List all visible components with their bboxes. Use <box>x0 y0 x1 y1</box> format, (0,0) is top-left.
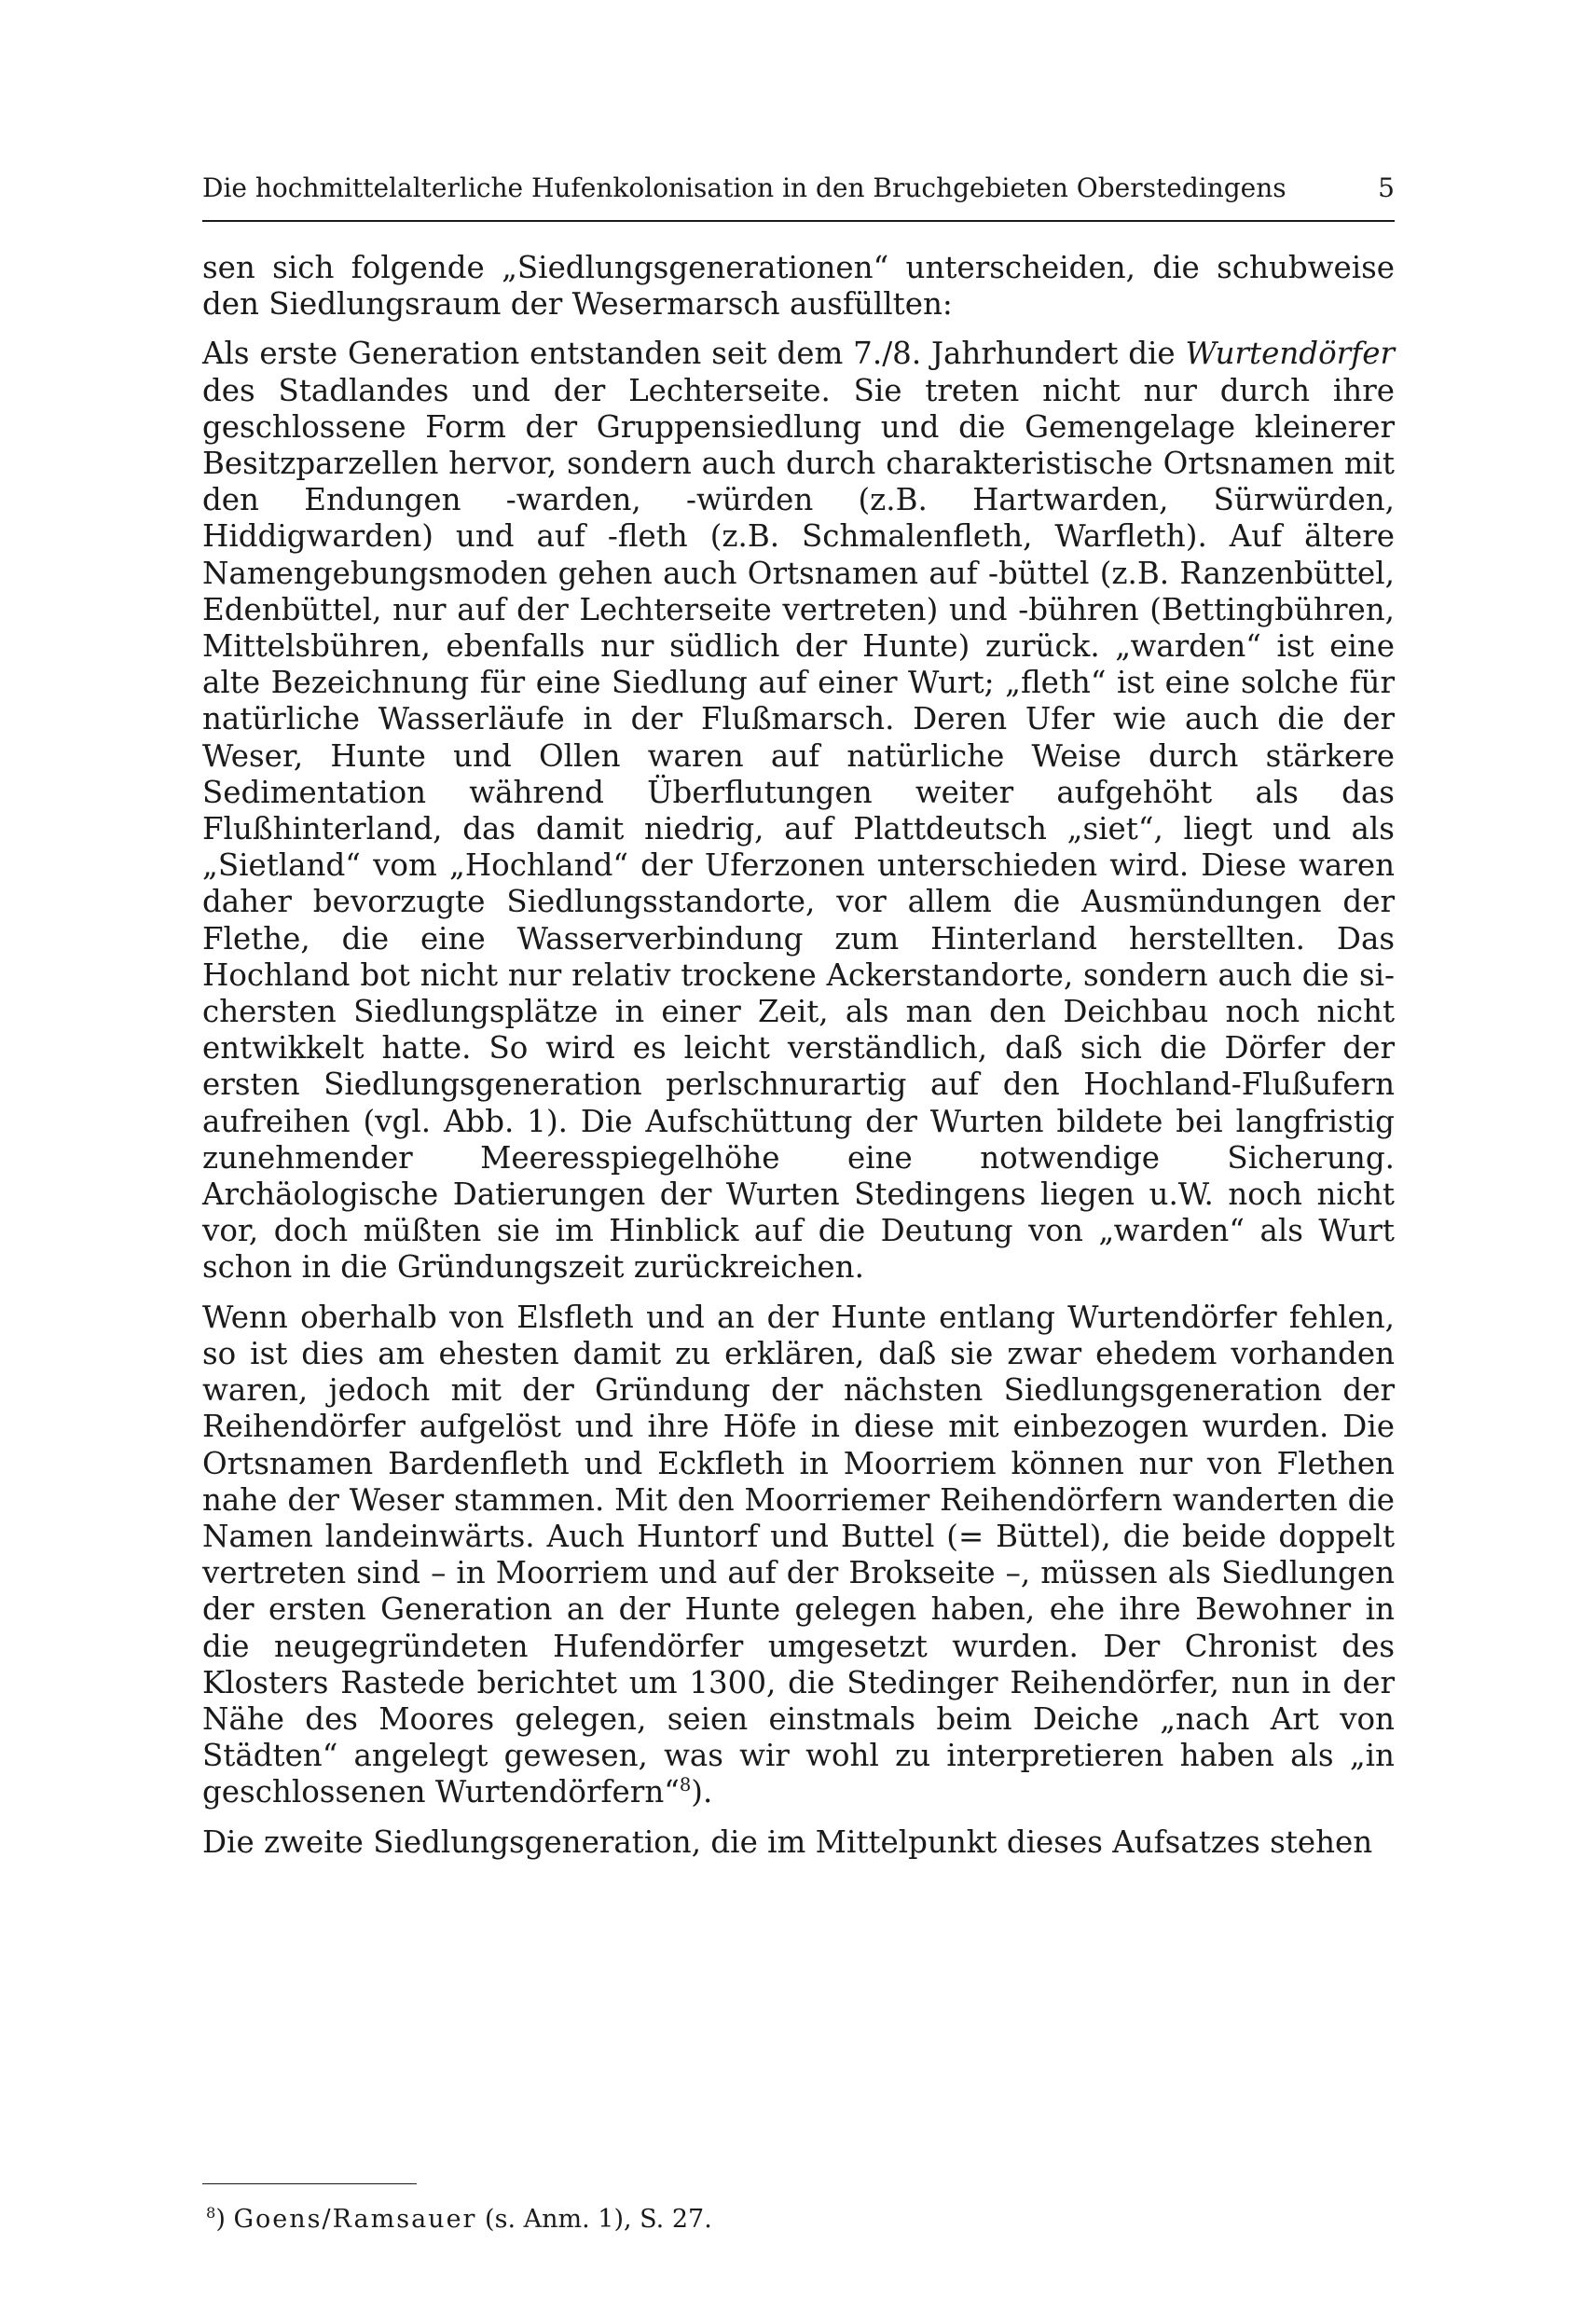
footnote-text: (s. Anm. 1), S. 27. <box>476 2205 712 2234</box>
body-text <box>202 250 1395 1861</box>
running-head <box>202 170 1395 222</box>
paragraph-3-text-a: Wenn oberhalb von Elsfleth und an der Hunte entlang Wurtendörfer fehlen, so ist dies am ehesten damit zu erklären, daß sie zwar ehedem vorhanden waren, jedoch mit der Gründung der nächsten Siedlungsgeneration der Reihendörfer aufgelöst und ihre Höfe in diese mit einbezogen wurden. Die Ortsnamen Bardenfleth und Eckfleth in Moorriem können nur von Flethen nahe der Weser stammen. Mit den Moorriemer Reihendörfern wanderten die Namen landeinwärts. Auch Huntorf und Buttel (= Büttel), die beide doppelt vertreten sind – in Moorriem und auf der Brokseite –, müssen als Siedlungen der ersten Generation an der Hunte gelegen haben, ehe ihre Bewohner in die neugegründeten Hufendörfer umgesetzt wurden. Der Chronist des Klosters Rastede berichtet um 1300, die Stedinger Reihendörfer, nun in der Nähe des Moores gelegen, seien einstmals beim Deiche „nach Art von Städten“ angelegt gewesen, was wir wohl zu interpretieren haben als „in geschlossenen Wurtendörfern“ <box>202 1299 1395 1810</box>
paragraph-3-text-b: ). <box>691 1774 713 1810</box>
paragraph-2 <box>202 336 1395 1286</box>
footnote-marker: 8 <box>206 2204 216 2222</box>
paragraph-2-text-b: des Stadlandes und der Lechterseite. Sie treten nicht nur durch ihre geschlossene Form der Gruppensiedlung und die Gemengelage kleinerer Besitzparzellen hervor, sondern auch durch charakteristische Ortsnamen mit den Endungen -warden, -würden (z.B. Hartwarden, Sürwürden, Hiddigwarden) und auf -fleth (z.B. Schmalenfleth, Warfleth). Auf ältere Namengebungsmoden gehen auch Ortsnamen auf -büttel (z.B. Ranzenbüttel, Edenbüttel, nur auf der Lechterseite vertreten) und -bühren (Bettingbühren, Mittelsbühren, ebenfalls nur südlich der Hunte) zurück. „warden“ ist eine alte Bezeichnung für eine Siedlung auf einer Wurt; „fleth“ ist eine solche für natürliche Wasserläufe in der Flußmarsch. Deren Ufer wie auch die der Weser, Hunte und Ollen waren auf natürliche Weise durch stärkere Sedimentation während Überflutungen weiter aufgehöht als das Flußhinterland, das damit niedrig, auf Plattdeutsch „siet“, liegt und als „Sietland“ vom „Hochland“ der Uferzonen unterschieden wird. Diese waren daher bevorzugte Siedlungsstandorte, vor allem die Ausmündungen der Flethe, die eine Wasserverbindung zum Hinterland herstellten. Das Hochland bot nicht nur relativ trockene Ackerstandorte, sondern auch die sichersten Siedlungsplätze in einer Zeit, als man den Deichbau noch nicht entwikkelt hatte. So wird es leicht verständlich, daß sich die Dörfer der ersten Siedlungsgeneration perlschnurartig auf den Hochland-Flußufern aufreihen (vgl. Abb. 1). Die Aufschüttung der Wurten bildete bei langfristig zunehmender Meeresspiegelhöhe eine notwendige Sicherung. Archäologische Datierungen der Wurten Stedingens liegen u.W. noch nicht vor, doch müßten sie im Hinblick auf die Deutung von „warden“ als Wurt schon in die Gründungszeit zurückreichen. <box>202 372 1395 1286</box>
paragraph-1-text: sen sich folgende „Siedlungsgenerationen“ unterscheiden, die schubweise den Siedlungsraum der Wesermarsch ausfüllten: <box>202 250 1395 323</box>
paragraph-4 <box>202 1824 1395 1861</box>
paragraph-2-text-a: Als erste Generation entstanden seit dem 7./8. Jahrhundert die <box>202 336 1186 372</box>
footnote-8 <box>206 2203 712 2236</box>
paragraph-3 <box>202 1300 1395 1811</box>
page <box>202 170 1395 2234</box>
footnote-rule <box>202 2183 417 2184</box>
paragraph-1 <box>202 250 1395 323</box>
footnote-marker-paren: ) <box>215 2205 234 2234</box>
footnote-author: Goens/Ramsauer <box>233 2205 477 2234</box>
footnote-reference: 8 <box>679 1774 692 1796</box>
paragraph-2-italic-term: Wurtendörfer <box>1185 336 1395 372</box>
running-head-title: Die hochmittelalterliche Hufenkolonisation in den Bruchgebieten Oberstedingens <box>202 172 1286 203</box>
page-number: 5 <box>1378 172 1395 203</box>
paragraph-4-text: Die zweite Siedlungsgeneration, die im Mittelpunkt dieses Aufsatzes stehen <box>202 1823 1373 1860</box>
